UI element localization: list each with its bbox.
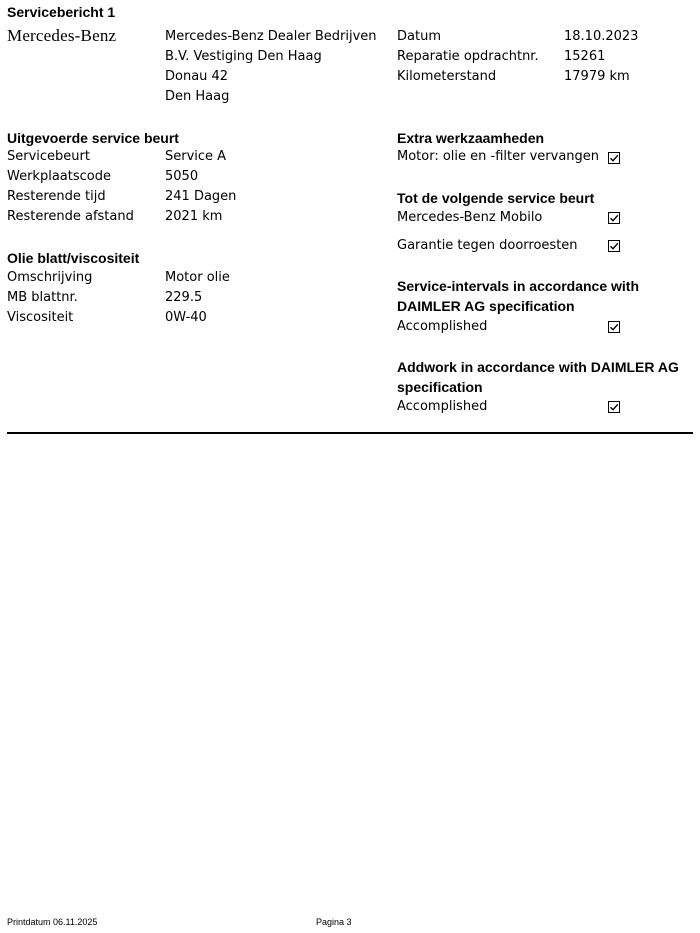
page-number: Pagina 3 [316, 917, 352, 927]
remaining-distance-value: 2021 km [165, 209, 223, 224]
addwork-checkbox [608, 401, 620, 413]
extra-work-checkbox [608, 152, 620, 164]
checkmark-icon [609, 213, 619, 223]
checkmark-icon [609, 153, 619, 163]
order-number-label: Reparatie opdrachtnr. [397, 49, 539, 64]
remaining-distance-label: Resterende afstand [7, 209, 134, 224]
intervals-checkbox [608, 321, 620, 333]
intervals-heading-line1: Service-intervals in accordance with [397, 278, 639, 294]
dealer-name-line2: B.V. Vestiging Den Haag [165, 49, 322, 64]
intervals-heading-line2: DAIMLER AG specification [397, 298, 575, 314]
checkmark-icon [609, 402, 619, 412]
viscosity-value: 0W-40 [165, 310, 207, 325]
addwork-status: Accomplished [397, 399, 488, 414]
order-number-value: 15261 [564, 49, 606, 64]
checkmark-icon [609, 241, 619, 251]
print-date: Printdatum 06.11.2025 [7, 917, 98, 927]
addwork-heading-line1: Addwork in accordance with DAIMLER AG [397, 359, 679, 375]
next-service-heading: Tot de volgende service beurt [397, 190, 595, 206]
service-heading: Uitgevoerde service beurt [7, 130, 179, 146]
dealer-city: Den Haag [165, 89, 230, 104]
extra-work-item: Motor: olie en -filter vervangen [397, 149, 600, 164]
service-value: Service A [165, 149, 227, 164]
report-title: Servicebericht 1 [7, 4, 116, 20]
rust-warranty-label: Garantie tegen doorroesten [397, 238, 578, 253]
rust-warranty-checkbox [608, 240, 620, 252]
workshop-code-label: Werkplaatscode [7, 169, 111, 184]
workshop-code-value: 5050 [165, 169, 199, 184]
checkmark-icon [609, 322, 619, 332]
mileage-value: 17979 km [564, 69, 630, 84]
date-value: 18.10.2023 [564, 29, 639, 44]
service-label: Servicebeurt [7, 149, 90, 164]
oil-description-value: Motor olie [165, 270, 230, 285]
mobilo-label: Mercedes-Benz Mobilo [397, 210, 543, 225]
oil-heading: Olie blatt/viscositeit [7, 250, 140, 266]
oil-sheet-label: MB blattnr. [7, 290, 78, 305]
oil-description-label: Omschrijving [7, 270, 93, 285]
oil-sheet-value: 229.5 [165, 290, 203, 305]
remaining-time-value: 241 Dagen [165, 189, 237, 204]
dealer-name-line1: Mercedes-Benz Dealer Bedrijven [165, 29, 377, 44]
dealer-street: Donau 42 [165, 69, 229, 84]
viscosity-label: Viscositeit [7, 310, 74, 325]
mileage-label: Kilometerstand [397, 69, 497, 84]
addwork-heading-line2: specification [397, 379, 483, 395]
remaining-time-label: Resterende tijd [7, 189, 106, 204]
intervals-status: Accomplished [397, 319, 488, 334]
extra-work-heading: Extra werkzaamheden [397, 130, 545, 146]
mercedes-benz-logo: Mercedes-Benz [7, 26, 117, 45]
mobilo-checkbox [608, 212, 620, 224]
date-label: Datum [397, 29, 441, 44]
section-divider [7, 432, 693, 434]
